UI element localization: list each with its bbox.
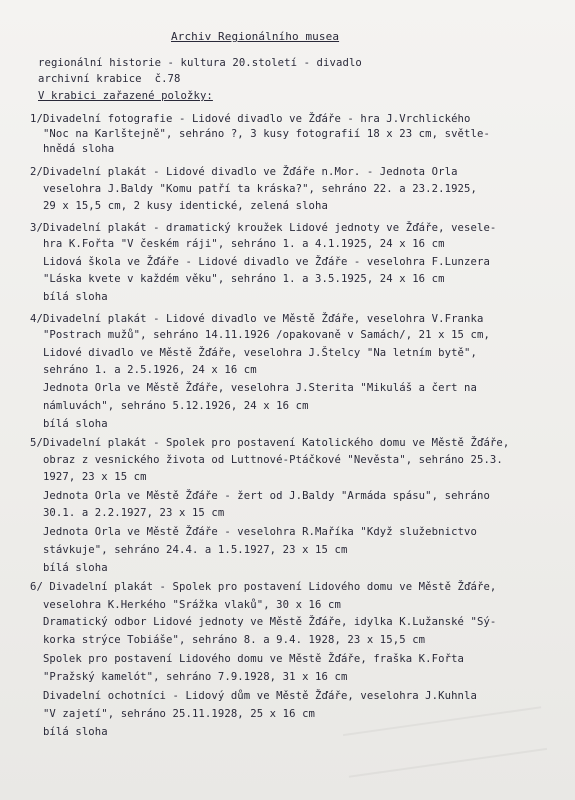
- item-3-line-3: Lidová škola ve Žďáře - Lidové divadlo ve Žďáře - veselohra F.Lunzera: [30, 256, 490, 268]
- item-5-line-1: 5/Divadelní plakát - Spolek pro postavení Katolického domu ve Městě Žďáře,: [30, 437, 510, 449]
- header-line-contents: V krabici zařazené položky:: [38, 90, 213, 102]
- item-4-line-7: bílá sloha: [30, 418, 108, 430]
- header-line-box-number: archivní krabice č.78: [38, 73, 181, 85]
- item-3-line-2: hra K.Fořta "V českém ráji", sehráno 1. a 4.1.1925, 24 x 16 cm: [30, 238, 445, 250]
- item-3-line-4: "Láska kvete v každém věku", sehráno 1. a 3.5.1925, 24 x 16 cm: [30, 273, 445, 285]
- item-5-line-2: obraz z vesnického života od Luttnové-Ptáčkové "Nevěsta", sehráno 25.3.: [30, 454, 503, 466]
- item-4-line-6: námluvách", sehráno 5.12.1926, 24 x 16 cm: [30, 400, 309, 412]
- item-1-line-1: 1/Divadelní fotografie - Lidové divadlo ve Žďáře - hra J.Vrchlického: [30, 113, 471, 125]
- item-4-line-1: 4/Divadelní plakát - Lidové divadlo ve Městě Žďáře, veselohra V.Franka: [30, 313, 484, 325]
- item-3-line-1: 3/Divadelní plakát - dramatický kroužek Lidové jednoty ve Žďáře, vesele-: [30, 222, 497, 234]
- item-5-line-6: Jednota Orla ve Městě Žďáře - veselohra R.Maříka "Když služebnictvo: [30, 526, 477, 538]
- header-line-category: regionální historie - kultura 20.století - divadlo: [38, 57, 362, 69]
- item-1-line-2: "Noc na Karlštejně", sehráno ?, 3 kusy fotografií 18 x 23 cm, světle-: [30, 128, 490, 140]
- item-6-line-9: bílá sloha: [30, 726, 108, 738]
- document-title: Archiv Regionálního musea: [171, 30, 340, 43]
- item-6-line-5: Spolek pro postavení Lidového domu ve Městě Žďáře, fraška K.Fořta: [30, 653, 465, 665]
- item-6-line-3: Dramatický odbor Lidové jednoty ve Městě Žďáře, idylka K.Lužanské "Sý-: [30, 616, 497, 628]
- item-4-line-4: sehráno 1. a 2.5.1926, 24 x 16 cm: [30, 364, 257, 376]
- item-2-line-2: veselohra J.Baldy "Komu patří ta kráska?", sehráno 22. a 23.2.1925,: [30, 183, 477, 195]
- item-4-line-5: Jednota Orla ve Městě Žďáře, veselohra J.Sterita "Mikuláš a čert na: [30, 382, 477, 394]
- item-2-line-3: 29 x 15,5 cm, 2 kusy identické, zelená sloha: [30, 200, 328, 212]
- item-6-line-8: "V zajetí", sehráno 25.11.1928, 25 x 16 cm: [30, 708, 316, 720]
- item-6-line-4: korka strýce Tobiáše", sehráno 8. a 9.4. 1928, 23 x 15,5 cm: [30, 634, 426, 646]
- item-6-line-2: veselohra K.Herkého "Srážka vlaků", 30 x 16 cm: [30, 599, 341, 611]
- item-6-line-1: 6/ Divadelní plakát - Spolek pro postavení Lidového domu ve Městě Žďáře,: [30, 581, 497, 593]
- item-5-line-4: Jednota Orla ve Městě Žďáře - žert od J.Baldy "Armáda spásu", sehráno: [30, 490, 490, 502]
- item-4-line-2: "Postrach mužů", sehráno 14.11.1926 /opakovaně v Samách/, 21 x 15 cm,: [30, 329, 490, 341]
- item-2-line-1: 2/Divadelní plakát - Lidové divadlo ve Žďáře n.Mor. - Jednota Orla: [30, 166, 458, 178]
- item-5-line-8: bílá sloha: [30, 562, 108, 574]
- bleed-through-stamp: [343, 706, 547, 777]
- item-5-line-3: 1927, 23 x 15 cm: [30, 471, 147, 483]
- item-6-line-6: "Pražský kamelót", sehráno 7.9.1928, 31 x 16 cm: [30, 671, 348, 683]
- item-1-line-3: hnědá sloha: [30, 143, 115, 155]
- item-6-line-7: Divadelní ochotníci - Lidový dům ve Městě Žďáře, veselohra J.Kuhnla: [30, 690, 477, 702]
- item-4-line-3: Lidové divadlo ve Městě Žďáře, veselohra J.Štelcy "Na letním bytě",: [30, 347, 477, 359]
- item-5-line-5: 30.1. a 2.2.1927, 23 x 15 cm: [30, 507, 225, 519]
- item-3-line-5: bílá sloha: [30, 291, 108, 303]
- item-5-line-7: stávkuje", sehráno 24.4. a 1.5.1927, 23 x 15 cm: [30, 544, 348, 556]
